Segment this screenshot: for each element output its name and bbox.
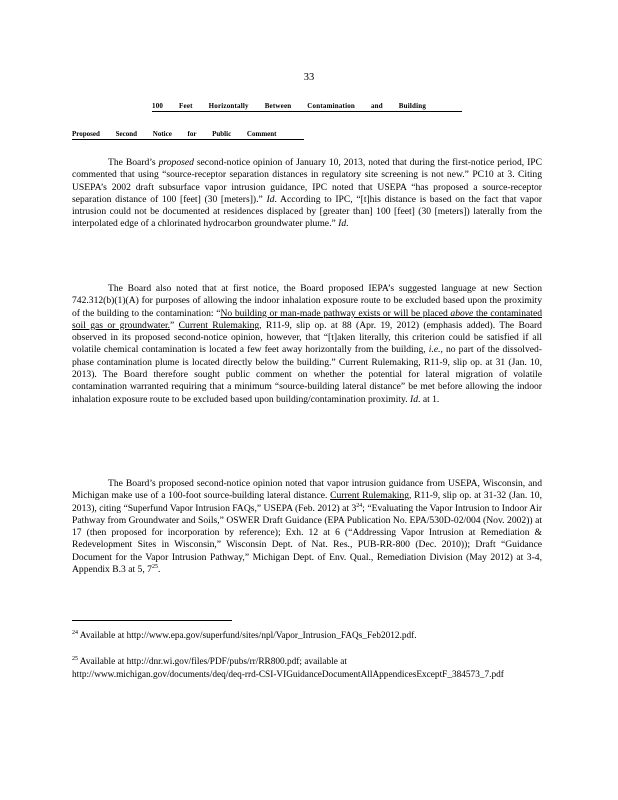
footnote-25: $^{25}$ Available at http://dnr.wi.gov/files/PDF/pubs/rr/RR800.pdf; available at http://www.michigan.gov/documents/deq/deq-rrd-CSI-VIGuidanceDocumentAllAppendicesExceptF_384573_7.pdf <box>72 655 504 680</box>
footnote-separator <box>72 620 232 621</box>
footnote-24: $^{24}$ Available at http://www.epa.gov/superfund/sites/npl/Vapor_Intrusion_FAQs_Feb2012.pdf. <box>72 629 417 641</box>
subsection-heading: Proposed Second Notice for Public Comment <box>72 130 304 140</box>
paragraph-1: The Board’s proposed second-notice opinion of January 10, 2013, noted that during the first-notice period, IPC commented that using “source-receptor separation distances in regulatory site screening is not new.” PC10 at 3. Citing USEPA’s 2002 draft subsurface vapor intrusion guidance, IPC noted that USEPA “has proposed a source-receptor separation distance of 100 [feet] (30 [meters]).” Id. According to IPC, “[t]his distance is based on the fact that vapor intrusion could not be documented at residences displaced by [greater than] 100 [feet] (30 [meters]) laterally from the interpolated edge of a chlorinated hydrocarbon groundwater plume.” Id. <box>72 157 542 230</box>
footnote-link-michigan[interactable]: http://www.michigan.gov/documents/deq/deq-rrd-CSI-VIGuidanceDocumentAllAppendicesExceptF_384573_7.pdf <box>72 669 504 680</box>
footnote-link-wdnr[interactable]: http://dnr.wi.gov/files/PDF/pubs/rr/RR800.pdf <box>126 657 300 667</box>
section-heading: 100 Feet Horizontally Between Contamination and Building <box>152 102 462 112</box>
page-number: 33 <box>303 72 315 83</box>
paragraph-2: The Board also noted that at first notice, the Board proposed IEPA’s suggested language at new Section 742.312(b)(1)(A) for purposes of allowing the indoor inhalation exposure route to be excluded based upon the proximity of the building to the contamination: “No building or man-made pathway exists or will be placed above the contaminated soil gas or groundwater.” Current Rulemaking, R11-9, slip op. at 88 (Apr. 19, 2012) (emphasis added). The Board observed in its proposed second-notice opinion, however, that “[t]aken literally, this criterion could be satisfied if all volatile chemical contamination is located a few feet away horizontally from the building, i.e., no part of the dissolved-phase contamination plume is located directly below the building.” Current Rulemaking, R11-9, slip op. at 31 (Jan. 10, 2013). The Board therefore sought public comment on whether the potential for lateral migration of volatile contamination warranted requiring that a minimum “source-building lateral distance” be met before allowing the indoor inhalation exposure route to be excluded based upon building/contamination proximity. Id. at 1. <box>72 283 542 405</box>
paragraph-3: The Board’s proposed second-notice opinion noted that vapor intrusion guidance from USEPA, Wisconsin, and Michigan make use of a 100-foot source-building lateral distance. Current Rulemaking, R11-9, slip op. at 31-32 (Jan. 10, 2013), citing “Superfund Vapor Intrusion FAQs,” USEPA (Feb. 2012) at $3^{24}$; “Evaluating the Vapor Intrusion to Indoor Air Pathway from Groundwater and Soils,” OSWER Draft Guidance (EPA Publication No. EPA/530D-02/004 (Nov. 2002)) at 17 (then proposed for incorporation by reference); Exh. 12 at 6 (“Addressing Vapor Intrusion at Remediation & Redevelopment Sites in Wisconsin,” Wisconsin Dept. of Nat. Res., PUB-RR-800 (Dec. 2010)); Draft “Guidance Document for the Vapor Intrusion Pathway,” Michigan Dept. of Env. Qual., Remediation Division (May 2012) at 3-4, Appendix B.3 at 5, $7^{25}$. <box>72 478 543 576</box>
